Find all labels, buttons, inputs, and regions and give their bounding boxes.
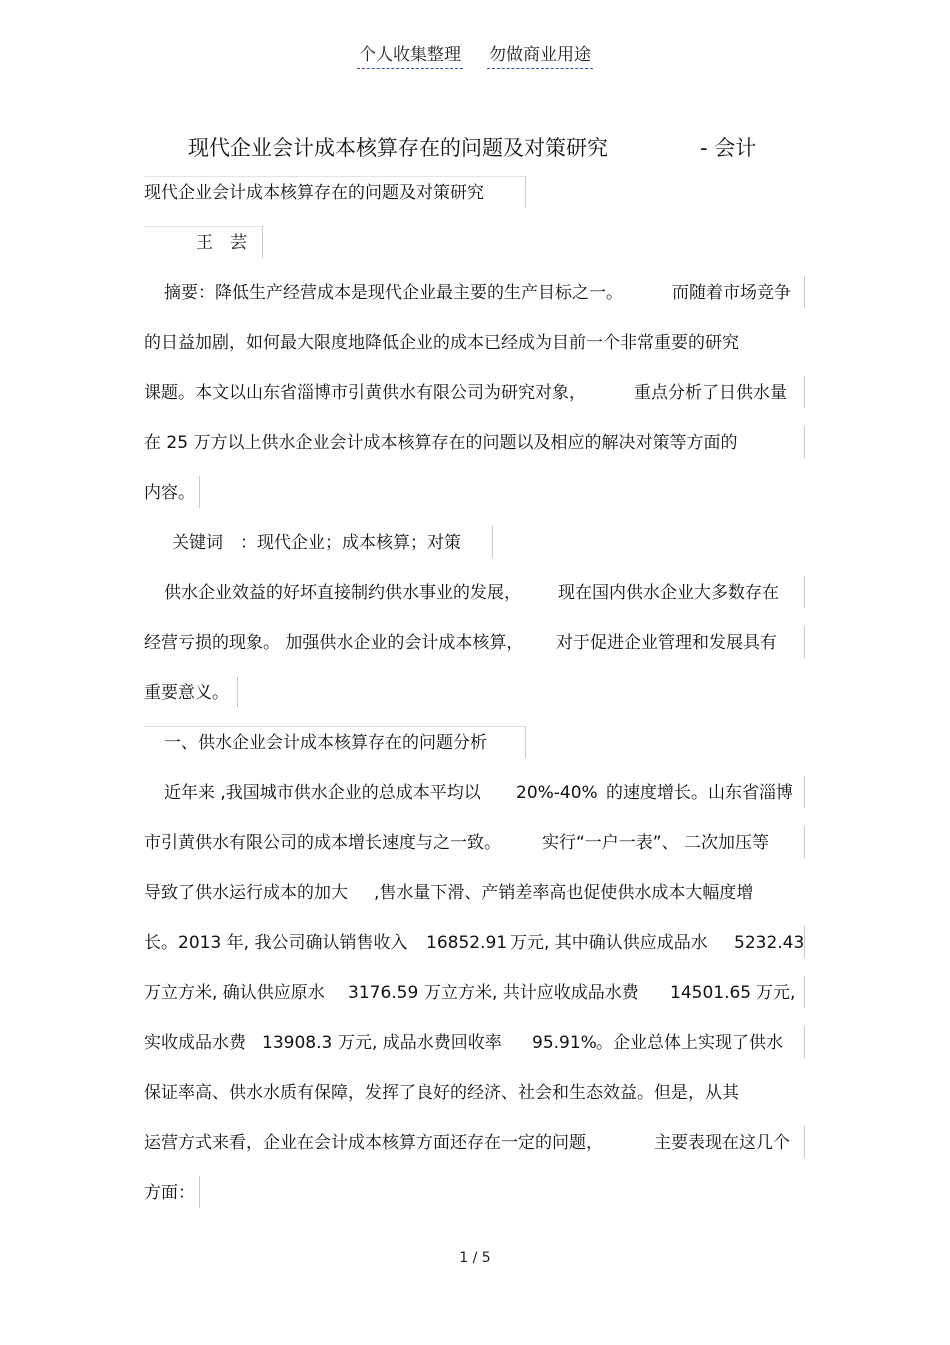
- header-right-text: 勿做商业用途: [487, 40, 593, 69]
- body-text: 的速度增长。山东省淄博: [606, 783, 793, 803]
- intro-text: 现在国内供水企业大多数存在: [558, 583, 779, 603]
- divider: [804, 926, 805, 958]
- body-text: 长。2013 年, 我公司确认销售收入: [144, 933, 408, 953]
- body-text: 近年来 ,我国城市供水企业的总成本平均以: [164, 783, 481, 803]
- divider: [199, 1176, 200, 1208]
- subtitle-text: 现代企业会计成本核算存在的问题及对策研究: [144, 183, 484, 203]
- body-text: 万立方米, 确认供应原水: [144, 983, 325, 1003]
- body-text: 主要表现在这几个: [654, 1133, 790, 1153]
- abstract-text: 摘要：降低生产经营成本是现代企业最主要的生产目标之一。: [164, 283, 623, 303]
- divider: [804, 576, 805, 608]
- body-text: 运营方式来看，企业在会计成本核算方面还存在一定的问题，: [144, 1133, 603, 1153]
- body-text: 万立方米, 共计应收成品水费: [424, 983, 639, 1003]
- body-text: 实收成品水费: [144, 1033, 246, 1053]
- keywords-text: 关键词 ：现代企业；成本核算；对策: [172, 533, 461, 553]
- intro-text: 供水企业效益的好坏直接制约供水事业的发展，: [164, 583, 521, 603]
- divider: [804, 976, 805, 1008]
- body-text: 20%-40%: [516, 783, 598, 803]
- body-text: 3176.59: [348, 983, 419, 1003]
- header-left-text: 个人收集整理: [357, 40, 463, 69]
- page-header: [0, 40, 950, 69]
- body-text: 万元, 其中确认供应成品水: [510, 933, 708, 953]
- intro-text: 重要意义。: [144, 683, 229, 703]
- intro-text: 经营亏损的现象。 加强供水企业的会计成本核算，: [144, 633, 524, 653]
- divider: [144, 226, 262, 227]
- divider: [804, 776, 805, 808]
- author-name: 王 芸: [196, 233, 247, 253]
- title-main: 现代企业会计成本核算存在的问题及对策研究: [188, 136, 608, 160]
- body-text: 实行“一户一表”、 二次加压等: [542, 833, 770, 853]
- abstract-text: 的日益加剧，如何最大限度地降低企业的成本已经成为目前一个非常重要的研究: [144, 333, 739, 353]
- body-text: 万元, 成品水费回收率: [338, 1033, 502, 1053]
- body-text: 。企业总体上实现了供水: [596, 1033, 783, 1053]
- section-heading-text: 一、供水企业会计成本核算存在的问题分析: [164, 733, 487, 753]
- body-text: 95.91%: [532, 1033, 597, 1053]
- divider: [144, 726, 525, 727]
- divider: [525, 176, 526, 208]
- divider: [804, 826, 805, 858]
- body-text: ,售水量下滑、产销差率高也促使供水成本大幅度增: [374, 883, 754, 903]
- body-text: 市引黄供水有限公司的成本增长速度与之一致。: [144, 833, 501, 853]
- divider: [804, 1026, 805, 1058]
- abstract-text: 课题。本文以山东省淄博市引黄供水有限公司为研究对象，: [144, 383, 586, 403]
- body-text: 16852.91: [426, 933, 508, 953]
- abstract-text: 重点分析了日供水量: [634, 383, 787, 403]
- body-text: 保证率高、供水水质有保障，发挥了良好的经济、社会和生态效益。但是，从其: [144, 1083, 739, 1103]
- abstract-text: 而随着市场竞争: [672, 283, 791, 303]
- body-text: 14501.65: [670, 983, 752, 1003]
- body-text: 13908.3: [262, 1033, 333, 1053]
- body-text: 方面：: [144, 1183, 195, 1203]
- divider: [199, 476, 200, 508]
- divider: [804, 276, 805, 308]
- document-title: [188, 132, 788, 162]
- divider: [262, 226, 263, 258]
- abstract-text: 内容。: [144, 483, 195, 503]
- body-text: 导致了供水运行成本的加大: [144, 883, 348, 903]
- divider: [525, 726, 526, 758]
- body-text: 万元,: [756, 983, 796, 1003]
- abstract-text: 在 25 万方以上供水企业会计成本核算存在的问题以及相应的解决对策等方面的: [144, 433, 738, 453]
- divider: [804, 426, 805, 458]
- intro-text: 对于促进企业管理和发展具有: [556, 633, 777, 653]
- divider: [144, 176, 525, 177]
- divider: [804, 626, 805, 658]
- page-number: 1 / 5: [459, 1250, 491, 1266]
- body-text: 5232.43: [734, 933, 805, 953]
- divider: [492, 526, 493, 558]
- divider: [804, 376, 805, 408]
- title-suffix: - 会计: [700, 136, 757, 160]
- divider: [804, 1126, 805, 1158]
- divider: [237, 676, 238, 708]
